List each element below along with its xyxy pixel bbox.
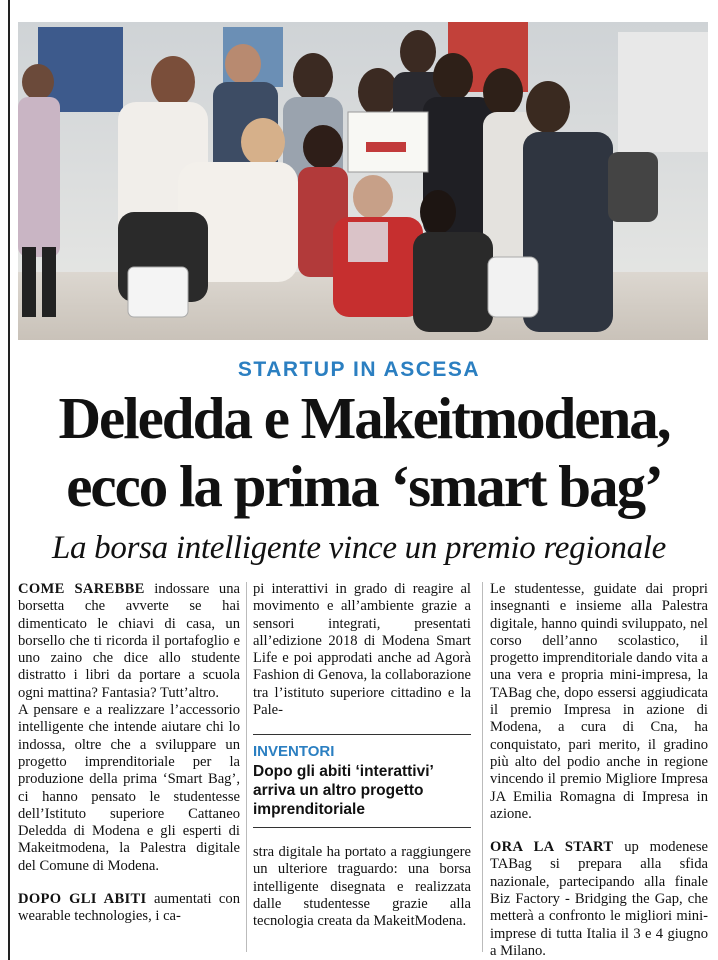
headline <box>14 384 714 520</box>
paragraph-lead: ORA LA START <box>490 839 614 856</box>
divider <box>253 734 471 735</box>
article-column-3 <box>490 581 708 960</box>
headline-line-2: ecco la prima ‘smart bag’ <box>66 453 662 519</box>
headline-line-1: Deledda e Makeitmodena, <box>58 385 670 451</box>
paragraph: A pensare e a realizzare l’accessorio intelligente che intende aiutare chi lo indossa, oltre che a sviluppare un progetto imprenditoriale per la produzione della prima ‘Smart Bag’, ci hanno pensato le studentesse dell’Istituto superiore Cattaneo Deledda di Modena e gli esperti di Makeitmodena, la Palestra digitale del Comune di Modena. <box>18 702 240 874</box>
article-column-2-continued <box>253 844 471 930</box>
kicker: STARTUP IN ASCESA <box>237 358 481 381</box>
paragraph-lead: DOPO GLI ABITI <box>18 891 147 908</box>
paragraph-text: up modenese TABag si prepara alla sfida nazionale, partecipando alla finale Biz Factory - Bridging the Gap, che metterà a confronto le migliori mini-imprese di tutta Italia il 3 e 4 giugno a Milano. <box>490 839 708 959</box>
article-column-1 <box>18 581 240 926</box>
paragraph-text: aumentati con wearable technologies, i ca- <box>18 891 240 925</box>
paragraph <box>490 839 708 960</box>
paragraph: stra digitale ha portato a raggiungere un ulteriore traguardo: una borsa intelligente disegnata e realizzata dalle studentesse grazie alla tecnologia creata da MakeitModena. <box>253 844 471 930</box>
article-column-2 <box>253 581 471 719</box>
sidebar-box <box>253 734 471 828</box>
page-edge-rule <box>8 0 10 960</box>
paragraph <box>18 891 240 926</box>
sidebar-subhead: Dopo gli abiti ‘interattivi’ arriva un altro progetto imprenditoriale <box>253 763 433 818</box>
sidebar-label: INVENTORI <box>253 743 335 760</box>
column-divider <box>246 582 247 952</box>
column-divider <box>482 582 483 952</box>
deck-subtitle: La borsa intelligente vince un premio regionale <box>51 530 666 566</box>
divider <box>253 827 471 828</box>
paragraph: Le studentesse, guidate dai propri insegnanti e insieme alla Palestra digitale, hanno quindi sviluppato, nel corso dell’anno scolastico, il progetto imprenditoriale dando vita a una vera e propria mini-impresa, la TABag che, dopo essersi aggiudicata il premio Impresa in azione di Modena, a cura di Cna, ha conquistato, pari merito, il gradino più alto del podio anche in regione vincendo il premio Migliore Impresa JA Emilia Romagna di Impresa in azione. <box>490 581 708 822</box>
group-photo <box>18 22 708 340</box>
group-photo-illustration <box>18 22 708 340</box>
paragraph-lead: COME SAREBBE <box>18 581 145 597</box>
paragraph <box>18 581 240 702</box>
paragraph-text: indossare una borsetta che avverte se hai dimenticato le chiavi di casa, un borsello che ti ricorda il portafoglio e uno zaino che dice allo studente distratto i libri da portare a scuola ogni mattina? Fantasia? Tutt’altro. <box>18 581 240 701</box>
paragraph: pi interattivi in grado di reagire al movimento e all’ambiente grazie a sensori integrati, presentati all’edizione 2018 di Modena Smart Life e poi approdati anche ad Agorà Fashion di Genova, la collaborazione tra l’istituto superiore cittadino e la Pale- <box>253 581 471 719</box>
